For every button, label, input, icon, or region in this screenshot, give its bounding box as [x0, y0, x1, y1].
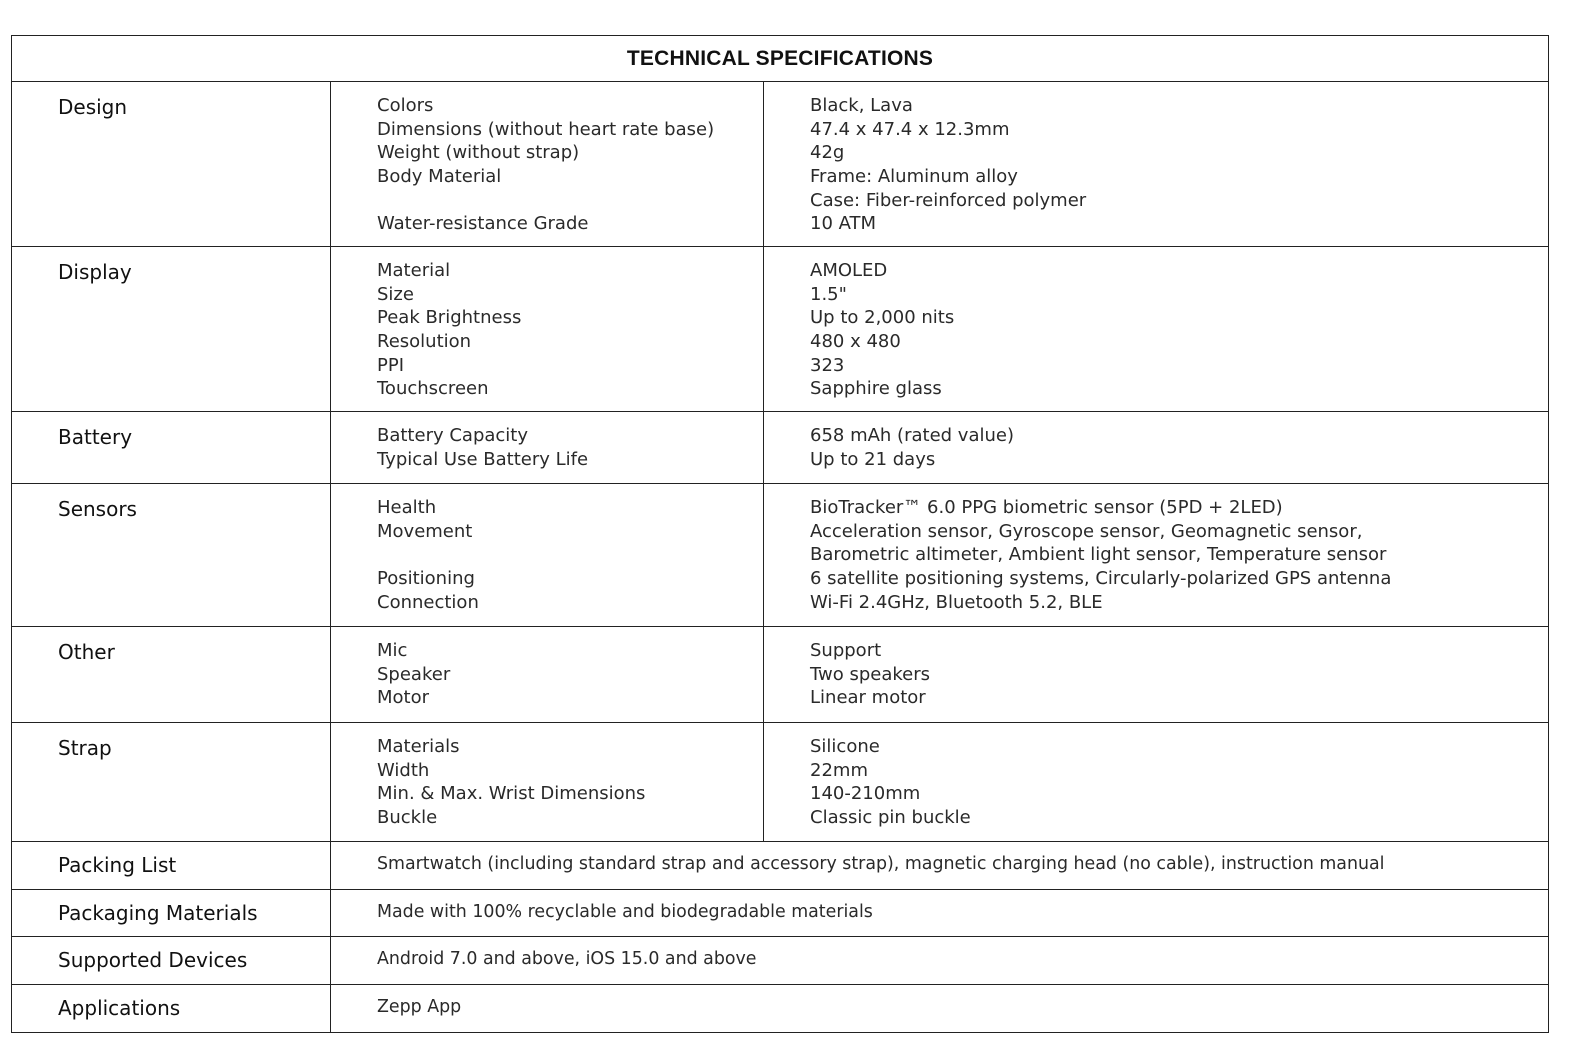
spec-value: Classic pin buckle — [810, 807, 971, 829]
spec-key: Health — [377, 497, 437, 518]
spec-value-full — [331, 937, 1548, 984]
category-label: Applications — [12, 985, 331, 1032]
spec-values — [764, 412, 1548, 483]
category-label: Supported Devices — [12, 937, 331, 984]
spec-value: Linear motor — [810, 687, 926, 709]
spec-values — [764, 82, 1548, 246]
spec-value-full — [331, 842, 1548, 889]
spec-value: Case: Fiber-reinforced polymer — [810, 189, 1087, 211]
spec-value: Made with 100% recyclable and biodegradable materials — [377, 902, 873, 922]
spec-key: Peak Brightness — [377, 307, 522, 329]
spec-value: Android 7.0 and above, iOS 15.0 and above — [377, 949, 757, 969]
spec-keys — [331, 412, 764, 483]
spec-key: Motor — [377, 687, 430, 709]
category-label: Other — [12, 627, 331, 722]
spec-value: Black, Lava — [810, 95, 913, 116]
spec-key: Colors — [377, 95, 434, 116]
spec-values — [764, 484, 1548, 626]
spec-values — [764, 723, 1548, 841]
spec-value: Acceleration sensor, Gyroscope sensor, Geomagnetic sensor, — [810, 520, 1363, 542]
spec-value: 22mm — [810, 759, 868, 781]
spec-key: Min. & Max. Wrist Dimensions — [377, 783, 646, 805]
spec-row-battery — [12, 412, 1548, 484]
spec-row-display — [12, 247, 1548, 412]
spec-row-sensors — [12, 484, 1548, 627]
spec-key — [377, 543, 763, 567]
spec-key: Connection — [377, 591, 479, 613]
spec-key: Touchscreen — [377, 378, 489, 400]
category-label: Sensors — [12, 484, 331, 626]
spec-key: Battery Capacity — [377, 425, 529, 446]
spec-key: Weight (without strap) — [377, 142, 580, 164]
spec-row-other — [12, 627, 1548, 723]
spec-value: 480 x 480 — [810, 331, 901, 353]
spec-value: Sapphire glass — [810, 378, 942, 400]
spec-key: Width — [377, 759, 430, 781]
spec-key: Water-resistance Grade — [377, 213, 589, 235]
spec-value: Up to 21 days — [810, 448, 936, 470]
spec-row-strap — [12, 723, 1548, 842]
spec-key: Resolution — [377, 331, 472, 353]
spec-value: 1.5" — [810, 283, 847, 305]
spec-key: PPI — [377, 354, 405, 376]
spec-value: 47.4 x 47.4 x 12.3mm — [810, 118, 1010, 140]
category-label: Strap — [12, 723, 331, 841]
spec-value-full — [331, 890, 1548, 936]
spec-value: AMOLED — [810, 260, 888, 281]
spec-keys — [331, 484, 764, 626]
category-label: Design — [12, 82, 331, 246]
spec-key: Positioning — [377, 568, 475, 590]
spec-key: Mic — [377, 640, 408, 661]
spec-value: 140-210mm — [810, 783, 921, 805]
spec-value: Wi-Fi 2.4GHz, Bluetooth 5.2, BLE — [810, 591, 1103, 613]
spec-key: Material — [377, 260, 451, 281]
spec-value: Zepp App — [377, 997, 462, 1017]
spec-value: Barometric altimeter, Ambient light sensor, Temperature sensor — [810, 544, 1387, 566]
spec-keys — [331, 627, 764, 722]
spec-value: Two speakers — [810, 663, 931, 685]
table-title-row — [12, 36, 1548, 82]
spec-key: Buckle — [377, 807, 438, 829]
spec-row-design — [12, 82, 1548, 247]
spec-row-packaging-materials — [12, 890, 1548, 937]
spec-value: Up to 2,000 nits — [810, 307, 955, 329]
spec-value: Frame: Aluminum alloy — [810, 166, 1018, 188]
spec-value: 10 ATM — [810, 213, 877, 235]
spec-key: Size — [377, 283, 414, 305]
spec-key: Speaker — [377, 663, 451, 685]
spec-values — [764, 627, 1548, 722]
spec-key: Typical Use Battery Life — [377, 448, 589, 470]
spec-value: Support — [810, 640, 882, 661]
spec-value: 658 mAh (rated value) — [810, 425, 1014, 446]
spec-keys — [331, 723, 764, 841]
spec-row-supported-devices — [12, 937, 1548, 985]
category-label: Packaging Materials — [12, 890, 331, 936]
category-label: Packing List — [12, 842, 331, 889]
category-label: Battery — [12, 412, 331, 483]
spec-value: Silicone — [810, 736, 880, 757]
category-label: Display — [12, 247, 331, 411]
spec-keys — [331, 82, 764, 246]
spec-key: Materials — [377, 736, 460, 757]
spec-value-full — [331, 985, 1548, 1032]
table-title: TECHNICAL SPECIFICATIONS — [626, 46, 934, 70]
spec-values — [764, 247, 1548, 411]
spec-table — [11, 35, 1549, 1033]
spec-value: 42g — [810, 142, 845, 164]
spec-key: Body Material — [377, 166, 502, 188]
spec-keys — [331, 247, 764, 411]
spec-key — [377, 189, 763, 213]
spec-value: Smartwatch (including standard strap and accessory strap), magnetic charging head (no cable), instruction manual — [377, 854, 1385, 874]
spec-value: BioTracker™ 6.0 PPG biometric sensor (5PD + 2LED) — [810, 497, 1283, 518]
spec-row-packing-list — [12, 842, 1548, 890]
spec-value: 6 satellite positioning systems, Circularly-polarized GPS antenna — [810, 568, 1392, 590]
spec-key: Dimensions (without heart rate base) — [377, 118, 715, 140]
spec-key: Movement — [377, 520, 473, 542]
spec-value: 323 — [810, 354, 845, 376]
spec-row-applications — [12, 985, 1548, 1032]
